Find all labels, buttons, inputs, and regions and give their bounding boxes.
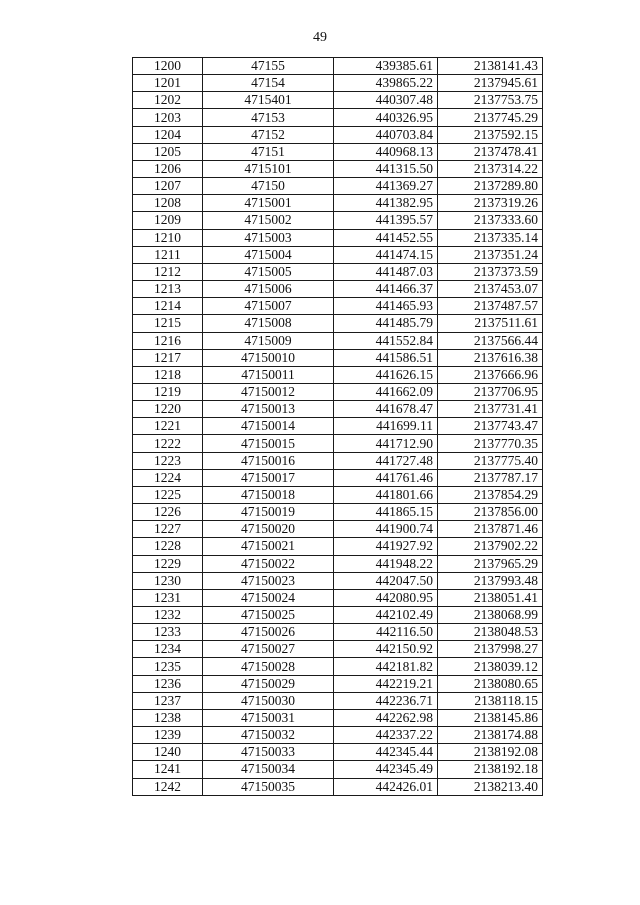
point-id-cell: 47150013	[203, 401, 334, 418]
table-row	[133, 109, 543, 126]
point-id-cell: 4715002	[203, 212, 334, 229]
x-coordinate-cell: 442150.92	[334, 641, 438, 658]
y-coordinate-cell: 2138118.15	[438, 692, 543, 709]
table-row	[133, 75, 543, 92]
table-row	[133, 143, 543, 160]
x-coordinate-cell: 442262.98	[334, 709, 438, 726]
x-coordinate-cell: 440326.95	[334, 109, 438, 126]
row-number-cell: 1220	[133, 401, 203, 418]
row-number-cell: 1225	[133, 486, 203, 503]
row-number-cell: 1229	[133, 555, 203, 572]
coordinates-table	[132, 57, 543, 796]
y-coordinate-cell: 2137902.22	[438, 538, 543, 555]
row-number-cell: 1214	[133, 298, 203, 315]
table-row	[133, 727, 543, 744]
y-coordinate-cell: 2137616.38	[438, 349, 543, 366]
y-coordinate-cell: 2137335.14	[438, 229, 543, 246]
y-coordinate-cell: 2137314.22	[438, 160, 543, 177]
y-coordinate-cell: 2137453.07	[438, 281, 543, 298]
y-coordinate-cell: 2137856.00	[438, 504, 543, 521]
table-row	[133, 229, 543, 246]
x-coordinate-cell: 442047.50	[334, 572, 438, 589]
point-id-cell: 47150026	[203, 624, 334, 641]
x-coordinate-cell: 441948.22	[334, 555, 438, 572]
point-id-cell: 47151	[203, 143, 334, 160]
row-number-cell: 1202	[133, 92, 203, 109]
x-coordinate-cell: 442426.01	[334, 778, 438, 795]
point-id-cell: 47152	[203, 126, 334, 143]
point-id-cell: 47150010	[203, 349, 334, 366]
y-coordinate-cell: 2137373.59	[438, 263, 543, 280]
table-row	[133, 332, 543, 349]
point-id-cell: 4715003	[203, 229, 334, 246]
row-number-cell: 1205	[133, 143, 203, 160]
x-coordinate-cell: 442102.49	[334, 607, 438, 624]
point-id-cell: 47150020	[203, 521, 334, 538]
x-coordinate-cell: 441801.66	[334, 486, 438, 503]
row-number-cell: 1222	[133, 435, 203, 452]
row-number-cell: 1236	[133, 675, 203, 692]
point-id-cell: 4715004	[203, 246, 334, 263]
x-coordinate-cell: 440968.13	[334, 143, 438, 160]
row-number-cell: 1217	[133, 349, 203, 366]
point-id-cell: 47154	[203, 75, 334, 92]
row-number-cell: 1238	[133, 709, 203, 726]
y-coordinate-cell: 2137706.95	[438, 383, 543, 400]
table-row	[133, 452, 543, 469]
table-row	[133, 401, 543, 418]
point-id-cell: 47150012	[203, 383, 334, 400]
x-coordinate-cell: 441382.95	[334, 195, 438, 212]
table-row	[133, 658, 543, 675]
y-coordinate-cell: 2137333.60	[438, 212, 543, 229]
x-coordinate-cell: 441712.90	[334, 435, 438, 452]
row-number-cell: 1206	[133, 160, 203, 177]
y-coordinate-cell: 2137745.29	[438, 109, 543, 126]
x-coordinate-cell: 439385.61	[334, 58, 438, 75]
point-id-cell: 47150031	[203, 709, 334, 726]
point-id-cell: 47150011	[203, 366, 334, 383]
y-coordinate-cell: 2137743.47	[438, 418, 543, 435]
x-coordinate-cell: 441927.92	[334, 538, 438, 555]
table-row	[133, 281, 543, 298]
x-coordinate-cell: 442236.71	[334, 692, 438, 709]
y-coordinate-cell: 2137753.75	[438, 92, 543, 109]
table-row	[133, 418, 543, 435]
y-coordinate-cell: 2138213.40	[438, 778, 543, 795]
x-coordinate-cell: 442337.22	[334, 727, 438, 744]
table-row	[133, 383, 543, 400]
x-coordinate-cell: 442181.82	[334, 658, 438, 675]
row-number-cell: 1200	[133, 58, 203, 75]
x-coordinate-cell: 440703.84	[334, 126, 438, 143]
point-id-cell: 47150025	[203, 607, 334, 624]
row-number-cell: 1224	[133, 469, 203, 486]
point-id-cell: 47150029	[203, 675, 334, 692]
y-coordinate-cell: 2137592.15	[438, 126, 543, 143]
row-number-cell: 1223	[133, 452, 203, 469]
y-coordinate-cell: 2137319.26	[438, 195, 543, 212]
table-row	[133, 178, 543, 195]
table-row	[133, 641, 543, 658]
point-id-cell: 47150034	[203, 761, 334, 778]
x-coordinate-cell: 440307.48	[334, 92, 438, 109]
row-number-cell: 1201	[133, 75, 203, 92]
x-coordinate-cell: 441552.84	[334, 332, 438, 349]
point-id-cell: 4715005	[203, 263, 334, 280]
table-row	[133, 298, 543, 315]
row-number-cell: 1235	[133, 658, 203, 675]
point-id-cell: 47150030	[203, 692, 334, 709]
row-number-cell: 1226	[133, 504, 203, 521]
row-number-cell: 1234	[133, 641, 203, 658]
point-id-cell: 47150015	[203, 435, 334, 452]
table-row	[133, 92, 543, 109]
point-id-cell: 4715009	[203, 332, 334, 349]
y-coordinate-cell: 2138141.43	[438, 58, 543, 75]
point-id-cell: 47150022	[203, 555, 334, 572]
y-coordinate-cell: 2137998.27	[438, 641, 543, 658]
row-number-cell: 1203	[133, 109, 203, 126]
y-coordinate-cell: 2137566.44	[438, 332, 543, 349]
table-row	[133, 607, 543, 624]
x-coordinate-cell: 442116.50	[334, 624, 438, 641]
point-id-cell: 47150019	[203, 504, 334, 521]
row-number-cell: 1210	[133, 229, 203, 246]
point-id-cell: 47150021	[203, 538, 334, 555]
y-coordinate-cell: 2137871.46	[438, 521, 543, 538]
x-coordinate-cell: 441485.79	[334, 315, 438, 332]
y-coordinate-cell: 2137351.24	[438, 246, 543, 263]
point-id-cell: 47150	[203, 178, 334, 195]
row-number-cell: 1209	[133, 212, 203, 229]
row-number-cell: 1233	[133, 624, 203, 641]
y-coordinate-cell: 2137965.29	[438, 555, 543, 572]
point-id-cell: 4715006	[203, 281, 334, 298]
point-id-cell: 47150032	[203, 727, 334, 744]
point-id-cell: 47155	[203, 58, 334, 75]
x-coordinate-cell: 441369.27	[334, 178, 438, 195]
x-coordinate-cell: 442219.21	[334, 675, 438, 692]
x-coordinate-cell: 441466.37	[334, 281, 438, 298]
table-row	[133, 555, 543, 572]
x-coordinate-cell: 441662.09	[334, 383, 438, 400]
x-coordinate-cell: 442345.44	[334, 744, 438, 761]
table-row	[133, 160, 543, 177]
point-id-cell: 47150017	[203, 469, 334, 486]
table-row	[133, 692, 543, 709]
x-coordinate-cell: 442345.49	[334, 761, 438, 778]
x-coordinate-cell: 441315.50	[334, 160, 438, 177]
y-coordinate-cell: 2138192.08	[438, 744, 543, 761]
row-number-cell: 1241	[133, 761, 203, 778]
point-id-cell: 47150014	[203, 418, 334, 435]
x-coordinate-cell: 441465.93	[334, 298, 438, 315]
table-row	[133, 675, 543, 692]
row-number-cell: 1221	[133, 418, 203, 435]
table-row	[133, 212, 543, 229]
row-number-cell: 1204	[133, 126, 203, 143]
x-coordinate-cell: 441865.15	[334, 504, 438, 521]
point-id-cell: 47150016	[203, 452, 334, 469]
x-coordinate-cell: 441487.03	[334, 263, 438, 280]
row-number-cell: 1216	[133, 332, 203, 349]
table-row	[133, 572, 543, 589]
row-number-cell: 1219	[133, 383, 203, 400]
row-number-cell: 1228	[133, 538, 203, 555]
y-coordinate-cell: 2137487.57	[438, 298, 543, 315]
x-coordinate-cell: 442080.95	[334, 589, 438, 606]
x-coordinate-cell: 441699.11	[334, 418, 438, 435]
point-id-cell: 47153	[203, 109, 334, 126]
table-row	[133, 195, 543, 212]
table-row	[133, 761, 543, 778]
point-id-cell: 47150027	[203, 641, 334, 658]
point-id-cell: 4715101	[203, 160, 334, 177]
y-coordinate-cell: 2138068.99	[438, 607, 543, 624]
y-coordinate-cell: 2137787.17	[438, 469, 543, 486]
y-coordinate-cell: 2138174.88	[438, 727, 543, 744]
table-row	[133, 744, 543, 761]
y-coordinate-cell: 2138051.41	[438, 589, 543, 606]
row-number-cell: 1232	[133, 607, 203, 624]
x-coordinate-cell: 441678.47	[334, 401, 438, 418]
y-coordinate-cell: 2137478.41	[438, 143, 543, 160]
row-number-cell: 1227	[133, 521, 203, 538]
row-number-cell: 1237	[133, 692, 203, 709]
point-id-cell: 4715008	[203, 315, 334, 332]
x-coordinate-cell: 441586.51	[334, 349, 438, 366]
row-number-cell: 1242	[133, 778, 203, 795]
y-coordinate-cell: 2138048.53	[438, 624, 543, 641]
y-coordinate-cell: 2137854.29	[438, 486, 543, 503]
row-number-cell: 1215	[133, 315, 203, 332]
x-coordinate-cell: 441452.55	[334, 229, 438, 246]
table-row	[133, 504, 543, 521]
table-row	[133, 435, 543, 452]
x-coordinate-cell: 441900.74	[334, 521, 438, 538]
y-coordinate-cell: 2138080.65	[438, 675, 543, 692]
y-coordinate-cell: 2138192.18	[438, 761, 543, 778]
x-coordinate-cell: 441761.46	[334, 469, 438, 486]
x-coordinate-cell: 441395.57	[334, 212, 438, 229]
table-row	[133, 538, 543, 555]
row-number-cell: 1211	[133, 246, 203, 263]
row-number-cell: 1208	[133, 195, 203, 212]
table-row	[133, 315, 543, 332]
table-row	[133, 58, 543, 75]
page-number: 49	[313, 30, 327, 45]
table-row	[133, 366, 543, 383]
point-id-cell: 47150033	[203, 744, 334, 761]
table-row	[133, 246, 543, 263]
row-number-cell: 1218	[133, 366, 203, 383]
row-number-cell: 1240	[133, 744, 203, 761]
y-coordinate-cell: 2137666.96	[438, 366, 543, 383]
y-coordinate-cell: 2137775.40	[438, 452, 543, 469]
y-coordinate-cell: 2137289.80	[438, 178, 543, 195]
point-id-cell: 4715007	[203, 298, 334, 315]
table-row	[133, 624, 543, 641]
row-number-cell: 1239	[133, 727, 203, 744]
coordinates-table-body	[133, 58, 543, 796]
point-id-cell: 47150035	[203, 778, 334, 795]
point-id-cell: 4715401	[203, 92, 334, 109]
point-id-cell: 47150023	[203, 572, 334, 589]
row-number-cell: 1207	[133, 178, 203, 195]
table-row	[133, 589, 543, 606]
table-row	[133, 521, 543, 538]
table-row	[133, 778, 543, 795]
x-coordinate-cell: 441474.15	[334, 246, 438, 263]
x-coordinate-cell: 439865.22	[334, 75, 438, 92]
y-coordinate-cell: 2138145.86	[438, 709, 543, 726]
table-row	[133, 709, 543, 726]
y-coordinate-cell: 2138039.12	[438, 658, 543, 675]
y-coordinate-cell: 2137770.35	[438, 435, 543, 452]
point-id-cell: 47150028	[203, 658, 334, 675]
table-row	[133, 349, 543, 366]
x-coordinate-cell: 441626.15	[334, 366, 438, 383]
y-coordinate-cell: 2137731.41	[438, 401, 543, 418]
row-number-cell: 1231	[133, 589, 203, 606]
point-id-cell: 47150024	[203, 589, 334, 606]
table-row	[133, 486, 543, 503]
table-row	[133, 469, 543, 486]
table-row	[133, 263, 543, 280]
y-coordinate-cell: 2137945.61	[438, 75, 543, 92]
x-coordinate-cell: 441727.48	[334, 452, 438, 469]
point-id-cell: 4715001	[203, 195, 334, 212]
row-number-cell: 1230	[133, 572, 203, 589]
y-coordinate-cell: 2137993.48	[438, 572, 543, 589]
point-id-cell: 47150018	[203, 486, 334, 503]
row-number-cell: 1213	[133, 281, 203, 298]
row-number-cell: 1212	[133, 263, 203, 280]
table-row	[133, 126, 543, 143]
y-coordinate-cell: 2137511.61	[438, 315, 543, 332]
